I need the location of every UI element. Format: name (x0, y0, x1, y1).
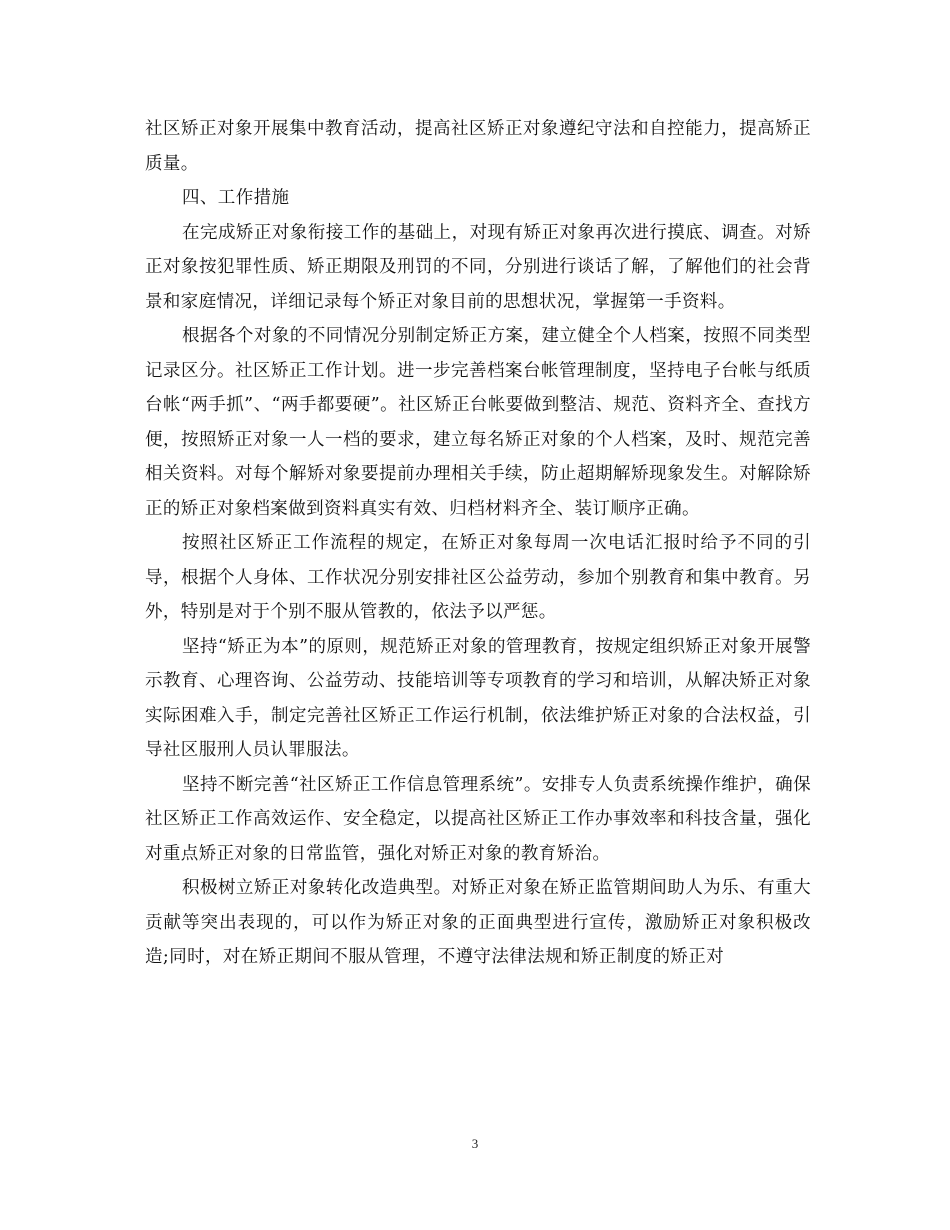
paragraph-typical-examples: 积极树立矫正对象转化改造典型。对矫正对象在矫正监管期间助人为乐、有重大贡献等突出表现的，可以作为矫正对象的正面典型进行宣传，激励矫正对象积极改造;同时，对在矫正期间不服从管理，不遵守法律法规和矫正制度的矫正对 (145, 878, 811, 967)
paragraph-investigation: 在完成矫正对象衔接工作的基础上，对现有矫正对象再次进行摸底、调查。对矫正对象按犯罪性质、矫正期限及刑罚的不同，分别进行谈话了解，了解他们的社会背景和家庭情况，详细记录每个矫正对象目前的思想状况，掌握第一手资料。 (145, 222, 811, 312)
paragraph-intro-continuation: 社区矫正对象开展集中教育活动，提高社区矫正对象遵纪守法和自控能力，提高矫正质量。 (145, 119, 811, 174)
section-heading-work-measures: 四、工作措施 (182, 188, 290, 208)
paragraph-information-system: 坚持不断完善“社区矫正工作信息管理系统”。安排专人负责系统操作维护，确保社区矫正工作高效运作、安全稳定，以提高社区矫正工作办事效率和科技含量，强化对重点矫正对象的日常监管，强化对矫正对象的教育矫治。 (145, 774, 811, 864)
paragraph-workflow: 按照社区矫正工作流程的规定，在矫正对象每周一次电话汇报时给予不同的引导，根据个人身体、工作状况分别安排社区公益劳动，参加个别教育和集中教育。另外，特别是对于个别不服从管教的，依法予以严惩。 (145, 533, 811, 622)
page-number: 3 (471, 1136, 479, 1151)
document-body (145, 112, 811, 975)
paragraph-correction-principle: 坚持“矫正为本”的原则，规范矫正对象的管理教育，按规定组织矫正对象开展警示教育、心理咨询、公益劳动、技能培训等专项教育的学习和培训，从解决矫正对象实际困难入手，制定完善社区矫正工作运行机制，依法维护矫正对象的合法权益，引导社区服刑人员认罪服法。 (145, 636, 811, 760)
paragraph-archives: 根据各个对象的不同情况分别制定矫正方案，建立健全个人档案，按照不同类型记录区分。社区矫正工作计划。进一步完善档案台帐管理制度，坚持电子台帐与纸质台帐“两手抓”、“两手都要硬”。社区矫正台帐要做到整洁、规范、资料齐全、查找方便，按照矫正对象一人一档的要求，建立每名矫正对象的个人档案，及时、规范完善相关资料。对每个解矫对象要提前办理相关手续，防止超期解矫现象发生。对解除矫正的矫正对象档案做到资料真实有效、归档材料齐全、装订顺序正确。 (145, 326, 811, 519)
